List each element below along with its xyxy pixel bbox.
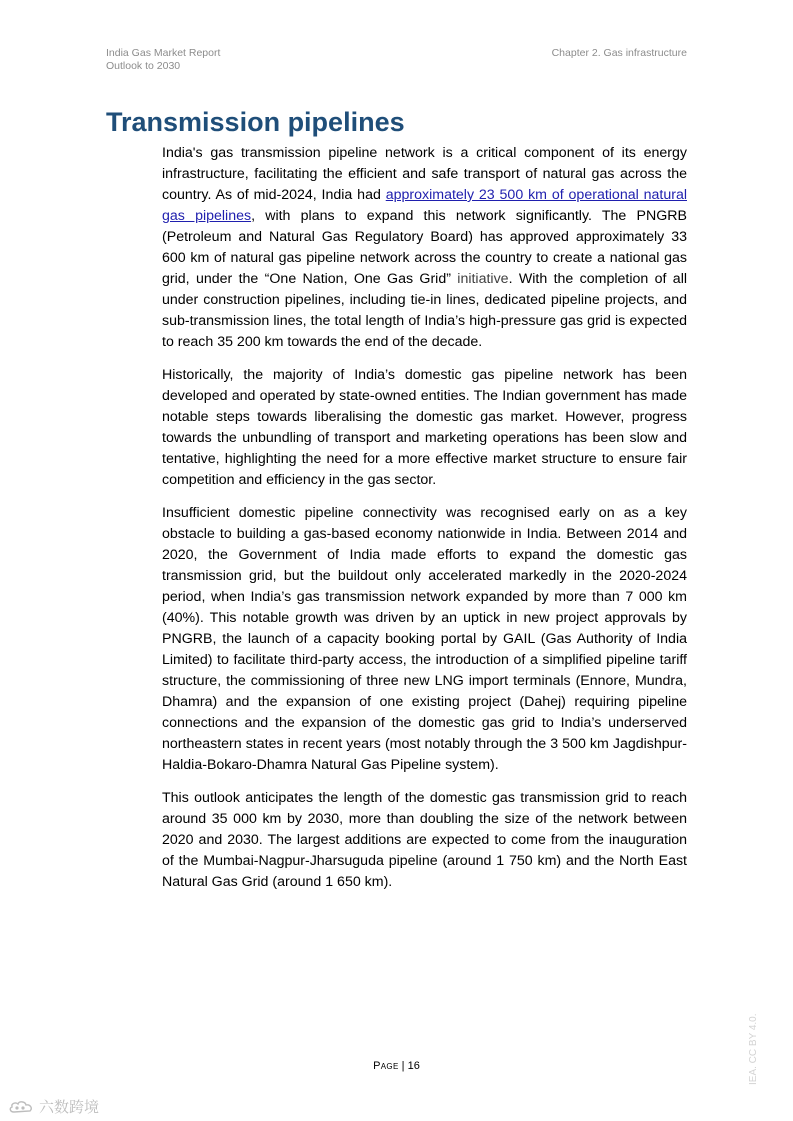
license-notice: IEA. CC BY 4.0. xyxy=(748,1013,759,1085)
initiative-text: initiative xyxy=(457,271,509,287)
page-number: 16 xyxy=(407,1060,420,1072)
paragraph-3: Insufficient domestic pipeline connectivity was recognised early on as a key obstacle to building a gas-based economy nationwide in India. Between 2014 and 2020, the Government of India made efforts to expand the domestic gas transmission grid, but the buildout only accelerated markedly in the 2020-2024 period, when India’s gas transmission network expanded by more than 7 000 km (40%). This notable growth was driven by an uptick in new project approvals by PNGRB, the launch of a capacity booking portal by GAIL (Gas Authority of India Limited) to facilitate third-party access, the introduction of a simplified pipeline tariff structure, the commissioning of three new LNG import terminals (Ennore, Mundra, Dhamra) and the expansion of one existing project (Dahej) requiring pipeline connections and the expansion of the domestic gas grid to India’s underserved northeastern states in recent years (most notably through the 3 500 km Jagdishpur-Haldia-Bokaro-Dhamra Natural Gas Pipeline system). xyxy=(162,505,687,773)
body-text xyxy=(162,143,687,905)
report-subtitle: Outlook to 2030 xyxy=(106,60,181,72)
page-footer xyxy=(0,1060,793,1072)
paragraph-1-text-b: , with plans to expand this network significantly. The PNGRB (Petroleum and Natural Gas Regulatory Board) has approved approximately 33 600 km of natural gas pipeline network across the country to create a national gas grid, under the “One Nation, One Gas Grid” xyxy=(162,208,687,287)
paragraph-4: This outlook anticipates the length of the domestic gas transmission grid to reach around 35 000 km by 2030, more than doubling the size of the network between 2020 and 2030. The largest additions are expected to come from the inauguration of the Mumbai-Nagpur-Jharsuguda pipeline (around 1 750 km) and the North East Natural Gas Grid (around 1 650 km). xyxy=(162,790,687,890)
chapter-header: Chapter 2. Gas infrastructure xyxy=(551,47,687,59)
report-title: India Gas Market Report xyxy=(106,47,221,59)
page-label: Page xyxy=(373,1060,399,1072)
paragraph-1-text-a: India's gas transmission pipeline network is a critical component of its energy infrastructure, facilitating the efficient and safe transport of natural gas across the country. As of mid-2024, India had xyxy=(162,145,687,203)
paragraph-1-text-d: . With the completion of all under construction pipelines, including tie-in lines, dedicated pipeline projects, and sub-transmission lines, the total length of India’s high-pressure gas grid is expected to reach 35 200 km towards the end of the decade. xyxy=(162,271,688,350)
watermark xyxy=(8,1096,99,1117)
page-separator: | xyxy=(398,1060,408,1072)
section-title: Transmission pipelines xyxy=(106,107,405,137)
report-header xyxy=(106,47,220,73)
cloud-logo-icon xyxy=(8,1099,34,1115)
paragraph-2: Historically, the majority of India’s domestic gas pipeline network has been developed and operated by state-owned entities. The Indian government has made notable steps towards liberalising the domestic gas market. However, progress towards the unbundling of transport and marketing operations has been slow and tentative, highlighting the need for a more effective market structure to ensure fair competition and efficiency in the gas sector. xyxy=(162,367,687,488)
paragraph-1 xyxy=(162,143,687,353)
pipelines-link[interactable]: approximately 23 500 km of operational natural gas pipelines xyxy=(162,187,687,224)
watermark-text: 六数跨境 xyxy=(39,1099,100,1116)
